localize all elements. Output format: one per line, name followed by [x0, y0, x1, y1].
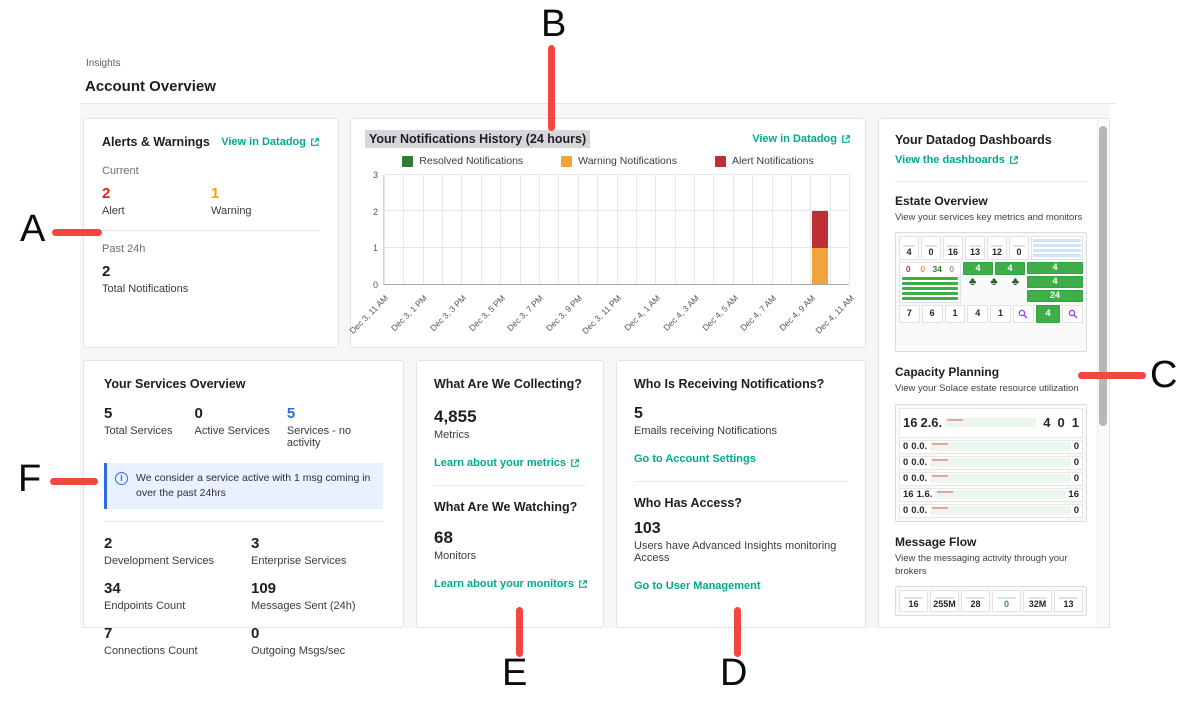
message-flow-tile	[930, 590, 959, 612]
capacity-number: 0.0.	[911, 441, 928, 453]
go-to-user-management-link[interactable]: Go to User Management	[634, 580, 761, 592]
status-number: 0	[949, 264, 955, 275]
chart-legend	[365, 155, 851, 167]
chart-gridline-vertical	[384, 175, 385, 284]
estate-tile	[1009, 236, 1029, 260]
services-divider	[104, 521, 383, 522]
estate-row-3	[899, 305, 1083, 323]
estate-green-tile	[995, 262, 1025, 275]
capacity-number: 0	[903, 457, 909, 469]
capacity-number: 0	[1073, 441, 1079, 453]
x-tick-label: Dec 3, 9 PM	[544, 293, 585, 334]
estate-tile	[899, 236, 919, 260]
capacity-number: 0.0.	[911, 473, 928, 485]
service-grid-stat	[104, 625, 251, 657]
legend-item-alert	[715, 155, 814, 167]
message-flow-tile	[899, 590, 928, 612]
notifications-history-card	[347, 118, 866, 348]
collecting-card-title: What Are We Collecting?	[434, 377, 582, 391]
chart-gridline-vertical	[655, 175, 656, 284]
tile-number: 0	[1003, 599, 1009, 610]
chart-gridline-vertical	[578, 175, 579, 284]
chart-gridline-vertical	[636, 175, 637, 284]
total-notifications-label: Total Notifications	[102, 283, 189, 295]
capacity-number: 0	[903, 441, 909, 453]
capacity-thumb-grid	[896, 405, 1086, 521]
x-tick-label: Dec 3, 1 PM	[388, 293, 429, 334]
capacity-row	[899, 440, 1083, 454]
capacity-planning-thumbnail[interactable]	[895, 404, 1087, 522]
annotation-letter-a: A	[20, 208, 46, 250]
x-tick-label: Dec 4, 5 AM	[699, 293, 740, 333]
estate-overview-thumbnail[interactable]	[895, 232, 1087, 352]
estate-status-numbers	[902, 265, 958, 274]
collecting-card	[416, 360, 604, 628]
estate-right-block	[1027, 262, 1083, 302]
chart-gridline-horizontal	[384, 174, 849, 175]
current-label: Current	[102, 165, 139, 177]
chart-gridline-vertical	[772, 175, 773, 284]
alerts-divider	[102, 230, 320, 231]
capacity-number: 0	[1057, 415, 1065, 431]
message-flow-tile	[1054, 590, 1083, 612]
sparkline	[930, 474, 1071, 483]
receiving-divider	[634, 481, 848, 482]
y-tick-label: 0	[372, 280, 378, 290]
info-icon: i	[115, 472, 128, 485]
clover-icon: ♣	[1011, 276, 1019, 289]
x-tick-label: Dec 4, 7 AM	[738, 293, 779, 333]
tile-number: 6	[929, 307, 935, 318]
stat-label: Services - no activity	[286, 425, 352, 449]
watching-title: What Are We Watching?	[434, 500, 578, 514]
current-alert-stat	[102, 185, 211, 217]
stat-value: 0	[194, 405, 203, 422]
tile-number: 1	[998, 307, 1004, 318]
stat-label: Messages Sent (24h)	[251, 600, 356, 613]
stat-value: 0	[251, 625, 260, 643]
message-flow-tile	[1023, 590, 1052, 612]
alerts-view-link-label: View in Datadog	[221, 136, 306, 148]
annotation-line-c	[1078, 372, 1146, 379]
capacity-number: 0	[903, 473, 909, 485]
warning-count: 1	[211, 185, 220, 202]
chart-gridline-vertical	[752, 175, 753, 284]
monitors-link-label: Learn about your monitors	[434, 578, 574, 590]
external-link-icon	[578, 579, 588, 589]
chart-gridline-vertical	[791, 175, 792, 284]
tile-number: 4	[1052, 262, 1058, 273]
estate-row-1	[899, 236, 1083, 260]
service-grid-stat	[251, 535, 383, 567]
tile-number: 16	[908, 599, 919, 610]
chart-gridline-vertical	[520, 175, 521, 284]
stat-value: 5	[104, 405, 113, 422]
estate-tile	[943, 236, 963, 260]
capacity-planning-title: Capacity Planning	[895, 365, 1000, 380]
chart-gridline-vertical	[481, 175, 482, 284]
chart-gridline-vertical	[733, 175, 734, 284]
capacity-number: 2.6.	[920, 415, 943, 431]
emails-label: Emails receiving Notifications	[634, 425, 778, 437]
services-card-title: Your Services Overview	[104, 377, 246, 391]
estate-tile	[899, 305, 920, 323]
green-progress-bar	[902, 297, 958, 300]
chart-gridline-vertical	[461, 175, 462, 284]
service-grid-stat	[251, 580, 383, 612]
capacity-number: 1.6.	[916, 489, 933, 501]
clover-icon: ♣	[969, 276, 977, 289]
clover-icon: ♣	[990, 276, 998, 289]
tile-number: 4	[1007, 262, 1013, 273]
stat-label: Total Services	[104, 425, 173, 437]
tile-number: 7	[906, 307, 912, 318]
message-flow-tile	[992, 590, 1021, 612]
x-tick-label: Dec 4, 11 AM	[813, 293, 857, 336]
annotation-letter-c: C	[1150, 354, 1178, 396]
capacity-number: 1	[1071, 415, 1079, 431]
estate-green-tile	[1027, 262, 1083, 274]
estate-row-2	[899, 262, 1083, 302]
services-top-stats	[104, 405, 383, 449]
stat-label: Outgoing Msgs/sec	[251, 645, 346, 658]
legend-item-resolved	[402, 155, 523, 167]
go-to-account-settings-link[interactable]: Go to Account Settings	[634, 453, 756, 465]
tile-number: 1	[952, 307, 958, 318]
chart-gridline-vertical	[617, 175, 618, 284]
alert-legend-label: Alert Notifications	[732, 155, 814, 167]
magnifier-icon	[1018, 309, 1028, 319]
scrollbar-thumb[interactable]	[1099, 126, 1107, 426]
estate-status-block	[899, 262, 961, 302]
tile-number: 4	[975, 307, 981, 318]
x-tick-label: Dec 3, 5 PM	[466, 293, 507, 334]
emails-count: 5	[634, 405, 643, 422]
estate-big-green-tile	[1036, 305, 1061, 323]
y-tick-label: 2	[372, 206, 378, 217]
estate-tile	[987, 236, 1007, 260]
chart-gridline-vertical	[849, 175, 850, 284]
stat-value: 3	[251, 535, 260, 553]
status-number: 0	[920, 264, 926, 275]
sparkline	[945, 418, 1036, 427]
service-top-stat	[104, 405, 195, 449]
annotation-letter-e: E	[502, 652, 528, 694]
magnifier-tile	[1013, 305, 1034, 323]
tile-number: 4	[1045, 307, 1051, 318]
notifications-view-in-datadog-link[interactable]	[752, 133, 851, 145]
tile-number: 13	[1063, 599, 1074, 610]
status-number: 0	[905, 264, 911, 275]
estate-green-tile	[1027, 276, 1083, 288]
message-flow-thumbnail[interactable]	[895, 586, 1087, 616]
metrics-count: 4,855	[434, 407, 477, 426]
service-top-stat	[195, 405, 287, 449]
sparkline	[930, 458, 1071, 467]
warning-legend-label: Warning Notifications	[578, 155, 677, 167]
alert-count: 2	[102, 185, 111, 202]
tile-number: 0	[928, 247, 934, 258]
capacity-number: 0.0.	[911, 505, 928, 517]
chart-gridline-vertical	[423, 175, 424, 284]
datadog-dashboards-panel	[878, 118, 1110, 628]
monitors-count: 68	[434, 528, 453, 547]
access-count: 103	[634, 520, 661, 537]
services-grid-stats	[104, 535, 383, 657]
capacity-number: 16	[903, 489, 914, 501]
learn-about-metrics-link[interactable]	[434, 457, 580, 469]
estate-tile	[990, 305, 1011, 323]
y-tick-label: 1	[372, 243, 378, 254]
legend-item-warning	[561, 155, 677, 167]
learn-about-monitors-link[interactable]	[434, 578, 588, 590]
estate-tile	[965, 236, 985, 260]
tile-number: 28	[970, 599, 981, 610]
x-tick-label: Dec 3, 11 PM	[580, 293, 624, 337]
annotation-line-f	[50, 478, 98, 485]
chart-gridline-vertical	[830, 175, 831, 284]
y-tick-label: 3	[372, 170, 378, 180]
chart-gridline-horizontal	[384, 247, 849, 248]
alert-label: Alert	[102, 205, 125, 217]
estate-tile	[967, 305, 988, 323]
capacity-header-row	[899, 408, 1083, 438]
current-warning-stat	[211, 185, 320, 217]
view-dashboards-link-label: View the dashboards	[895, 154, 1005, 166]
x-tick-label: Dec 4, 9 AM	[777, 293, 818, 333]
capacity-number: 16	[903, 415, 918, 431]
annotation-line-b	[548, 45, 555, 131]
notifications-card-title: Your Notifications History (24 hours)	[365, 130, 590, 148]
estate-mid-block	[963, 262, 1025, 302]
tile-number: 12	[991, 247, 1002, 258]
service-grid-stat	[104, 535, 251, 567]
capacity-number: 0	[1073, 505, 1079, 517]
stat-label: Enterprise Services	[251, 555, 347, 568]
metrics-label: Metrics	[434, 429, 470, 441]
stat-label: Connections Count	[104, 645, 198, 658]
estate-clovers	[963, 277, 1025, 288]
chart-bar-segment	[812, 248, 828, 284]
alerts-warnings-card	[83, 118, 339, 348]
who-has-access-title: Who Has Access?	[634, 496, 742, 510]
magnifier-tile	[1062, 305, 1083, 323]
stat-label: Active Services	[194, 425, 270, 437]
notifications-view-link-label: View in Datadog	[752, 133, 837, 145]
chart-y-axis-labels	[365, 170, 381, 290]
message-flow-thumb-grid	[896, 587, 1086, 615]
estate-overview-title: Estate Overview	[895, 194, 988, 208]
capacity-row	[899, 488, 1083, 502]
tile-number: 13	[969, 247, 980, 258]
external-link-icon	[310, 137, 320, 147]
sparkline	[930, 442, 1071, 451]
stat-value: 7	[104, 625, 113, 643]
chart-gridline-vertical	[500, 175, 501, 284]
green-progress-bar	[902, 282, 958, 285]
external-link-icon	[1009, 155, 1019, 165]
receiving-notifications-card	[616, 360, 866, 628]
stat-value: 34	[104, 580, 121, 598]
resolved-legend-swatch	[402, 156, 413, 167]
capacity-number: 16	[1068, 489, 1079, 501]
capacity-number: 0	[1073, 457, 1079, 469]
green-progress-bar	[902, 287, 958, 290]
collecting-divider	[434, 485, 586, 486]
estate-thumb-grid	[896, 233, 1086, 351]
annotation-letter-d: D	[720, 652, 748, 694]
external-link-icon	[841, 134, 851, 144]
chart-gridline-vertical	[539, 175, 540, 284]
chart-bar-segment	[812, 211, 828, 247]
message-flow-tile	[961, 590, 990, 612]
tile-number: 4	[1052, 276, 1058, 287]
x-tick-label: Dec 3, 11 AM	[347, 293, 391, 336]
metrics-link-label: Learn about your metrics	[434, 457, 567, 469]
magnifier-icon	[1068, 309, 1078, 319]
capacity-row	[899, 504, 1083, 518]
chart-plot	[383, 175, 849, 285]
service-top-stat	[287, 405, 383, 449]
chart-gridline-horizontal	[384, 210, 849, 211]
capacity-number: 4	[1043, 415, 1051, 431]
resolved-legend-label: Resolved Notifications	[419, 155, 524, 167]
stat-label: Endpoints Count	[104, 600, 186, 613]
chart-gridline-vertical	[694, 175, 695, 284]
alerts-view-in-datadog-link[interactable]	[221, 136, 320, 148]
estate-overview-desc: View your services key metrics and monitors	[895, 212, 1083, 223]
status-number: 34	[932, 264, 942, 275]
annotation-line-e	[516, 607, 523, 657]
annotation-letter-b: B	[541, 3, 567, 45]
datadog-divider	[895, 181, 1087, 182]
chart-gridline-vertical	[597, 175, 598, 284]
capacity-planning-desc: View your Solace estate resource utilization	[895, 383, 1079, 395]
view-the-dashboards-link[interactable]	[895, 154, 1019, 166]
chart-gridline-vertical	[442, 175, 443, 284]
service-activity-info-note	[104, 463, 383, 509]
estate-green-tile	[1027, 290, 1083, 302]
sparkline	[935, 490, 1065, 499]
chart-x-axis-labels	[347, 287, 857, 343]
chart-gridline-vertical	[713, 175, 714, 284]
x-tick-label: Dec 3, 3 PM	[427, 293, 468, 334]
datadog-panel-title: Your Datadog Dashboards	[895, 133, 1052, 147]
sparkline	[930, 506, 1071, 515]
x-tick-label: Dec 4, 3 AM	[660, 293, 701, 333]
warning-legend-swatch	[561, 156, 572, 167]
annotation-line-a	[52, 229, 102, 236]
capacity-row	[899, 456, 1083, 470]
chart-gridline-vertical	[558, 175, 559, 284]
chart-gridline-vertical	[403, 175, 404, 284]
notifications-chart	[347, 170, 857, 343]
receiving-card-title: Who Is Receiving Notifications?	[634, 377, 825, 391]
total-notifications-count: 2	[102, 263, 111, 280]
estate-tile	[922, 305, 943, 323]
capacity-number: 0.0.	[911, 457, 928, 469]
tile-number: 4	[906, 247, 912, 258]
green-progress-bar	[902, 277, 958, 280]
access-label: Users have Advanced Insights monitoring Access	[634, 540, 837, 564]
alerts-card-title: Alerts & Warnings	[102, 135, 210, 149]
stat-value: 2	[104, 535, 113, 553]
capacity-row	[899, 472, 1083, 486]
annotation-line-d	[734, 607, 741, 657]
page-title: Account Overview	[85, 78, 216, 95]
capacity-number: 0	[903, 505, 909, 517]
chart-gridline-vertical	[810, 175, 811, 284]
tile-number: 255M	[933, 599, 956, 610]
stat-label: Development Services	[104, 555, 215, 568]
external-link-icon	[570, 458, 580, 468]
green-progress-bar	[902, 292, 958, 295]
info-note-text: We consider a service active with 1 msg coming in over the past 24hrs	[136, 472, 371, 500]
message-flow-desc: View the messaging activity through your brokers	[895, 552, 1068, 577]
capacity-number: 0	[1073, 473, 1079, 485]
x-tick-label: Dec 4, 1 AM	[622, 293, 662, 333]
estate-list-block	[1031, 236, 1083, 260]
chart-gridline-vertical	[675, 175, 676, 284]
x-tick-label: Dec 3, 7 PM	[505, 293, 546, 334]
tile-number: 0	[1016, 247, 1022, 258]
monitors-label: Monitors	[434, 550, 477, 562]
stat-value: 5	[286, 405, 296, 422]
message-flow-title: Message Flow	[895, 534, 977, 549]
estate-green-tile	[963, 262, 993, 275]
estate-mid-tiles	[963, 262, 1025, 275]
tile-number: 24	[1049, 290, 1060, 301]
tile-number: 16	[947, 247, 958, 258]
breadcrumb[interactable]: Insights	[86, 58, 121, 69]
service-grid-stat	[251, 625, 383, 657]
past-24h-label: Past 24h	[102, 243, 146, 255]
tile-number: 32M	[1028, 599, 1047, 610]
annotation-letter-f: F	[18, 458, 42, 500]
tile-number: 4	[975, 262, 981, 273]
stat-value: 109	[251, 580, 277, 598]
estate-tile	[921, 236, 941, 260]
warning-label: Warning	[211, 205, 252, 217]
estate-tile	[945, 305, 966, 323]
services-overview-card	[83, 360, 404, 658]
service-grid-stat	[104, 580, 251, 612]
alert-legend-swatch	[715, 156, 726, 167]
